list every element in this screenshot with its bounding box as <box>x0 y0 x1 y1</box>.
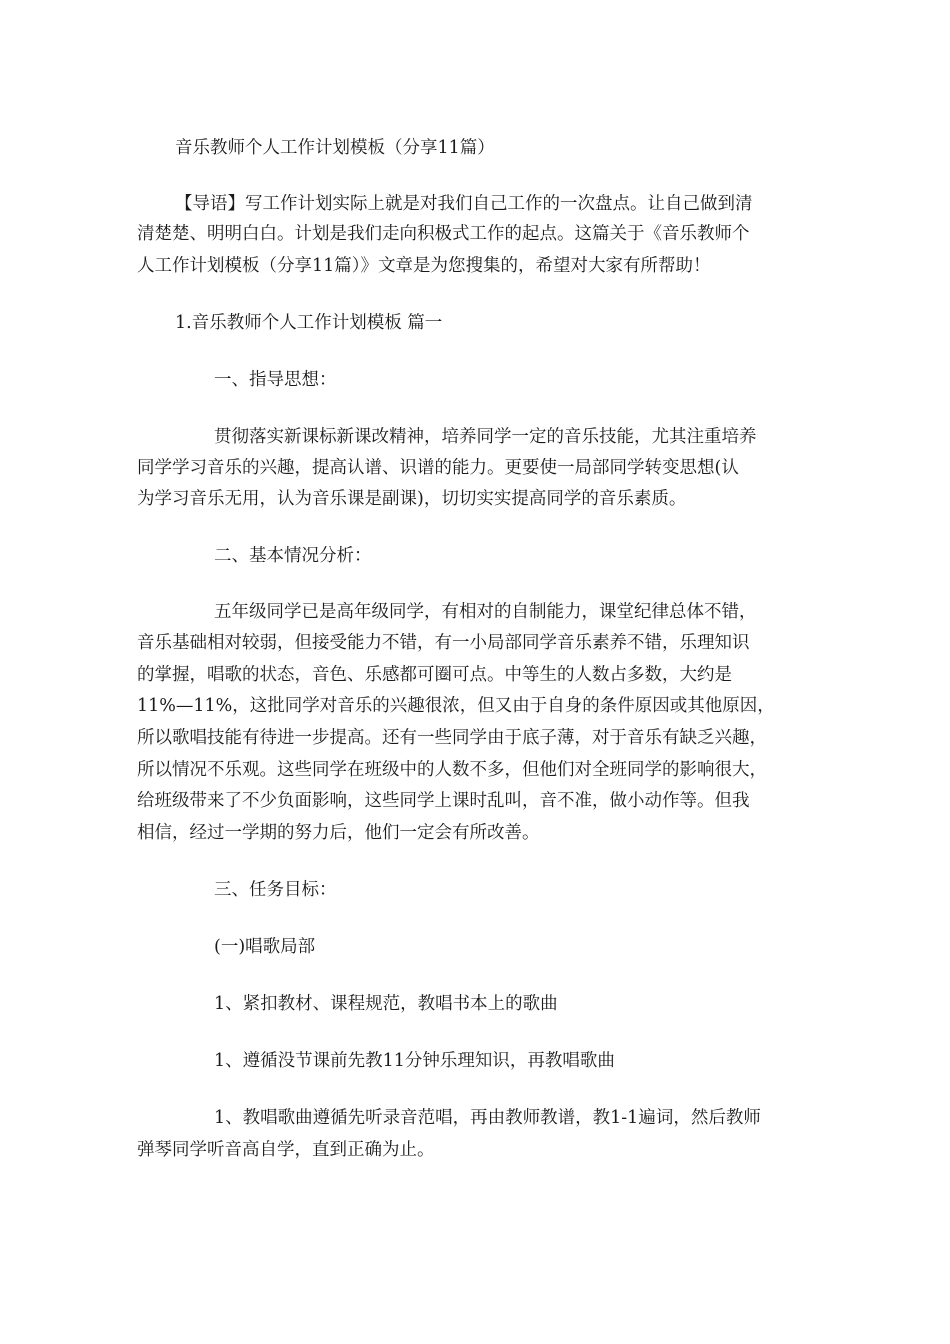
analysis-line-3: 的掌握，唱歌的状态，音色、乐感都可圈可点。中等生的人数占多数，大约是 <box>137 665 732 685</box>
analysis-line-8: 相信，经过一学期的努力后，他们一定会有所改善。 <box>137 823 540 843</box>
document-title: 音乐教师个人工作计划模板（分享11篇） <box>175 138 495 158</box>
goals-heading: 三、任务目标： <box>214 880 337 900</box>
guiding-heading: 一、指导思想： <box>214 370 337 390</box>
section-heading: 1.音乐教师个人工作计划模板 篇一 <box>175 313 443 333</box>
analysis-line-1: 五年级同学已是高年级同学，有相对的自制能力，课堂纪律总体不错， <box>214 602 757 622</box>
intro-line-1: 【导语】写工作计划实际上就是对我们自己工作的一次盘点。让自己做到清 <box>175 194 753 214</box>
goals-item-3-line-1: 1、教唱歌曲遵循先听录音范唱，再由教师教谱，教1-1遍词，然后教师 <box>214 1108 761 1128</box>
analysis-line-2: 音乐基础相对较弱，但接受能力不错，有一小局部同学音乐素养不错，乐理知识 <box>137 633 750 653</box>
goals-item-2: 1、遵循没节课前先教11分钟乐理知识，再教唱歌曲 <box>214 1051 615 1071</box>
analysis-heading: 二、基本情况分析： <box>214 546 372 566</box>
goals-item-1: 1、紧扣教材、课程规范，教唱书本上的歌曲 <box>214 994 558 1014</box>
guiding-line-2: 同学学习音乐的兴趣，提高认谱、识谱的能力。更要使一局部同学转变思想(认 <box>137 458 739 478</box>
analysis-line-5: 所以歌唱技能有待进一步提高。还有一些同学由于底子薄，对于音乐有缺乏兴趣， <box>137 728 767 748</box>
goals-item-3-line-2: 弹琴同学听音高自学，直到正确为止。 <box>137 1140 435 1160</box>
analysis-line-7: 给班级带来了不少负面影响，这些同学上课时乱叫，音不准，做小动作等。但我 <box>137 791 750 811</box>
intro-line-3: 人工作计划模板（分享11篇）》文章是为您搜集的，希望对大家有所帮助！ <box>137 256 711 276</box>
analysis-line-4: 11%—11%，这批同学对音乐的兴趣很浓，但又由于自身的条件原因或其他原因， <box>137 696 775 716</box>
guiding-line-3: 为学习音乐无用，认为音乐课是副课)，切切实实提高同学的音乐素质。 <box>137 489 687 509</box>
goals-subheading: (一)唱歌局部 <box>214 937 316 957</box>
guiding-line-1: 贯彻落实新课标新课改精神，培养同学一定的音乐技能，尤其注重培养 <box>214 427 757 447</box>
intro-line-2: 清楚楚、明明白白。计划是我们走向积极式工作的起点。这篇关于《音乐教师个 <box>137 224 750 244</box>
analysis-line-6: 所以情况不乐观。这些同学在班级中的人数不多，但他们对全班同学的影响很大， <box>137 760 767 780</box>
